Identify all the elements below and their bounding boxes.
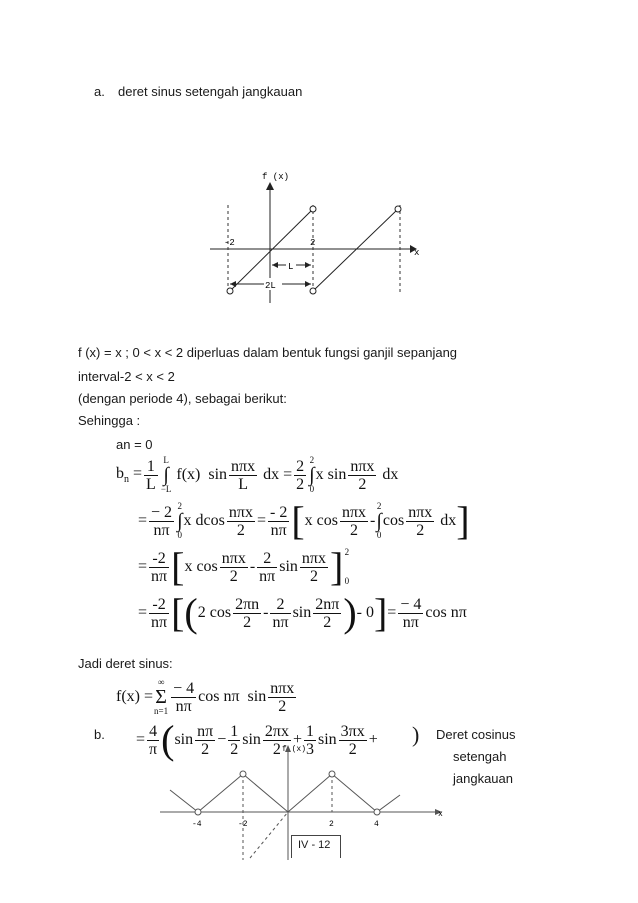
- tick-label: 2: [329, 820, 334, 829]
- open-point: [329, 771, 335, 777]
- part-a-marker: a.: [94, 84, 105, 99]
- y-axis-label: f (x): [262, 172, 290, 182]
- sawtooth-figure: [200, 165, 430, 310]
- sine-series-formula: f(x) = ∞ Σ n=1 $\frac{- 4}{n\pi}$ cos nπ sin $\frac{\text{nπx}}{2}$: [116, 677, 295, 716]
- span-2L-label: 2L: [265, 281, 276, 291]
- x-axis-label: x: [438, 810, 443, 819]
- tick-label: 2: [310, 238, 316, 248]
- bn-derivation: $b_n$ = $\frac{1}{L}$ L ∫ −L f(x) sin $\frac{\text{nπx}}{L}$ dx = $\frac{2}{2}$ 2 ∫ 0 x sin $\frac{\text{nπx}}{2}$ dx = $\frac{- 2}{n\pi}$ 2 ∫ 0 x dcos $\frac{\text{nπx}}{2}$ = $\frac{- 2}{n\pi}$ [ x cos $\frac{\text{nπx}}{2}$ - 2 ∫ 0 cos $\frac{\text{nπx}}{2}$ dx ] = $\frac{-2}{n\pi}$ [ x cos $\frac{\text{nπx}}{2}$ - $\frac{2}{n\pi}$ sin $\frac{\text{nπx}}{2}$ ] 2 0 = $\frac{-2}{n\pi}$ [( 2 cos $\frac{2\pi n}{2}$ - $\frac{2}{n\pi}$ sin $\frac{2n\pi}{2}$ ) - 0 ] = $\frac{- 4}{n\pi}$ cos nπ: [116, 455, 470, 635]
- part-b-title-line-1: Deret cosinus: [436, 727, 516, 742]
- sawtooth-segment-2: [313, 209, 398, 291]
- sine-series-heading: Jadi deret sinus:: [78, 656, 173, 671]
- open-point: [310, 288, 316, 294]
- x-axis-label: x: [414, 248, 420, 258]
- span-L-label: L: [288, 262, 294, 272]
- body-line-1: f (x) = x ; 0 < x < 2 diperluas dalam bentuk fungsi ganjil sepanjang: [78, 345, 458, 360]
- open-point: [195, 809, 201, 815]
- part-b-marker: b.: [94, 727, 105, 742]
- part-a-title: deret sinus setengah jangkauan: [118, 84, 303, 99]
- tick-label: 4: [374, 820, 379, 829]
- y-axis-label: f (x): [282, 745, 307, 754]
- closing-paren: ): [412, 722, 420, 747]
- open-point: [310, 206, 316, 212]
- page-number: IV - 12: [298, 839, 331, 851]
- sine-series-expansion: = $\frac{4}{\pi}$ ( sin $\frac{n\pi}{2}$ − $\frac{1}{2}$ sin $\frac{2\pi x}{2}$ + $\frac{1}{3}$ sin $\frac{3\pi x}{2}$ +: [136, 717, 378, 762]
- tick-label: -2: [238, 820, 248, 829]
- tick-label: -4: [192, 820, 202, 829]
- arrowhead: [272, 262, 278, 268]
- body-line-3: (dengan periode 4), sebagai berikut:: [78, 391, 287, 406]
- open-point: [374, 809, 380, 815]
- arrowhead: [305, 262, 311, 268]
- tick-label: -2: [224, 238, 235, 248]
- open-point: [395, 206, 401, 212]
- arrowhead: [230, 281, 236, 287]
- dashed-diagonal: [250, 812, 288, 858]
- y-axis-arrow: [266, 182, 274, 190]
- part-b-title-line-3: jangkauan: [453, 771, 513, 786]
- part-b-title-line-2: setengah: [453, 749, 507, 764]
- open-point: [240, 771, 246, 777]
- arrowhead: [305, 281, 311, 287]
- body-line-2: interval-2 < x < 2: [78, 369, 175, 384]
- an-equation: an = 0: [116, 437, 153, 452]
- open-point: [227, 288, 233, 294]
- triangle-wave-line: [170, 774, 400, 812]
- body-line-4: Sehingga :: [78, 413, 141, 428]
